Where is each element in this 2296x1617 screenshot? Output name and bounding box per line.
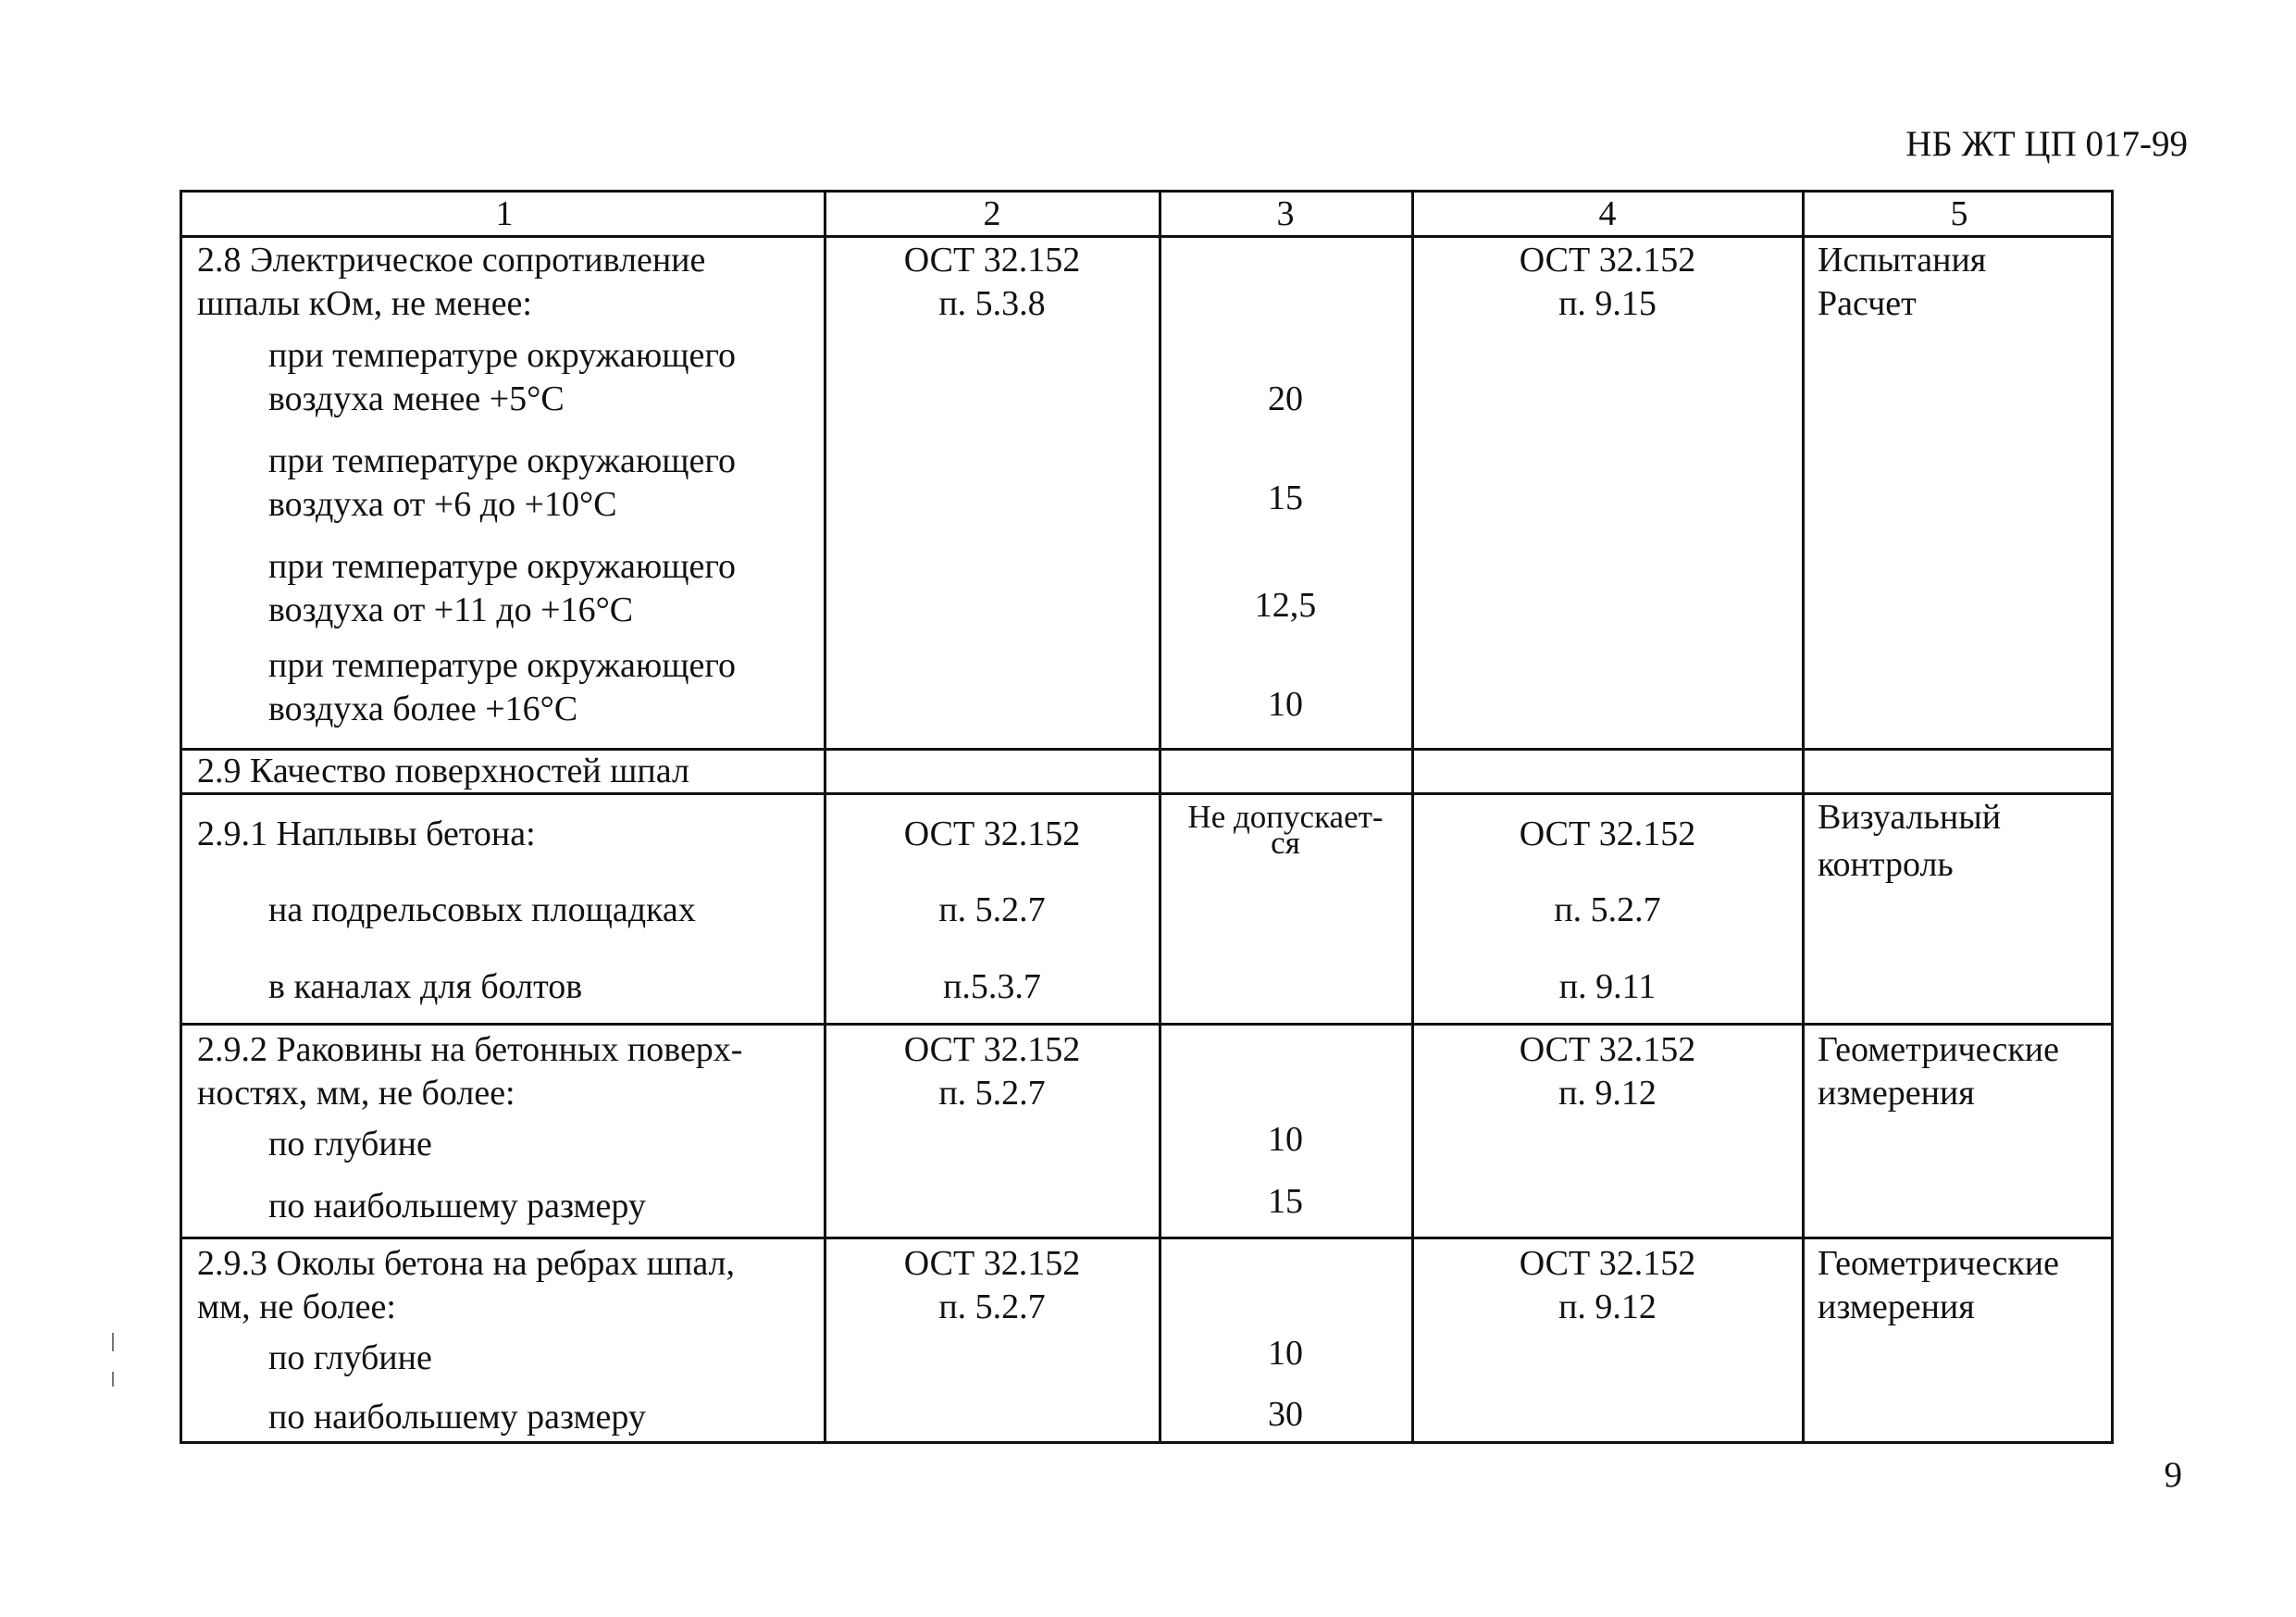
- requirement-value: 12,5: [1254, 586, 1317, 625]
- scan-mark: [112, 1333, 114, 1351]
- condition-label: по наибольшему размеру: [268, 1187, 646, 1225]
- method-clause: п. 9.12: [1558, 1287, 1657, 1326]
- control-type: измерения: [1818, 1287, 1975, 1326]
- requirement-value: ся: [1271, 825, 1300, 861]
- scan-mark: [112, 1372, 114, 1387]
- method-clause: п. 9.12: [1558, 1074, 1657, 1113]
- requirement-value: 10: [1268, 1334, 1303, 1373]
- requirement-value: 20: [1268, 379, 1303, 418]
- reference-clause: п. 5.2.7: [938, 1074, 1046, 1113]
- reference-standard: ОСТ 32.152: [903, 1244, 1081, 1283]
- condition-label: при температуре окружающего: [268, 442, 736, 480]
- method-standard: ОСТ 32.152: [1519, 241, 1696, 280]
- column-divider: [1411, 193, 1414, 1441]
- method-standard: ОСТ 32.152: [1519, 1030, 1696, 1069]
- reference-standard: ОСТ 32.152: [903, 241, 1081, 280]
- method-clause: п. 9.11: [1558, 967, 1657, 1006]
- column-number: 5: [1950, 194, 1968, 233]
- requirement-value: 10: [1268, 1120, 1303, 1159]
- row-divider: [182, 1023, 2111, 1026]
- control-type: контроль: [1818, 845, 1954, 884]
- column-number: 4: [1598, 194, 1617, 233]
- control-type: Расчет: [1818, 284, 1917, 323]
- row-title: 2.8 Электрическое сопротивление: [197, 241, 706, 280]
- control-type: Визуальный: [1818, 798, 2002, 837]
- row-title: 2.9.1 Наплывы бетона:: [197, 815, 536, 853]
- column-number: 1: [495, 194, 514, 233]
- condition-label: при температуре окружающего: [268, 646, 736, 685]
- column-number: 3: [1276, 194, 1295, 233]
- document-code: НБ ЖТ ЦП 017-99: [1905, 124, 2188, 164]
- condition-label: при температуре окружающего: [268, 547, 736, 586]
- method-clause: п. 5.2.7: [1554, 890, 1661, 929]
- row-title: мм, не более:: [197, 1287, 396, 1326]
- row-title: ностях, мм, не более:: [197, 1074, 515, 1113]
- reference-clause: п. 5.2.7: [938, 1287, 1046, 1326]
- condition-label: воздуха от +6 до +10°С: [268, 485, 617, 524]
- reference-clause: п. 5.2.7: [938, 890, 1046, 929]
- section-title: 2.9 Качество поверхностей шпал: [197, 752, 689, 790]
- row-divider: [182, 1237, 2111, 1239]
- method-clause: п. 9.15: [1558, 284, 1657, 323]
- control-type: Геометрические: [1818, 1244, 2059, 1283]
- method-standard: ОСТ 32.152: [1519, 815, 1696, 853]
- reference-standard: ОСТ 32.152: [903, 815, 1081, 853]
- condition-label: при температуре окружающего: [268, 336, 736, 375]
- column-divider: [1802, 193, 1805, 1441]
- row-title: 2.9.2 Раковины на бетонных поверх-: [197, 1030, 743, 1069]
- page-number: 9: [2164, 1455, 2182, 1495]
- column-number: 2: [983, 194, 1001, 233]
- requirement-value: 10: [1268, 685, 1303, 724]
- method-standard: ОСТ 32.152: [1519, 1244, 1696, 1283]
- control-type: Испытания: [1818, 241, 1987, 280]
- condition-label: по глубине: [268, 1338, 432, 1377]
- reference-clause: п. 5.3.8: [938, 284, 1046, 323]
- row-title: 2.9.3 Околы бетона на ребрах шпал,: [197, 1244, 736, 1283]
- control-type: Геометрические: [1818, 1030, 2059, 1069]
- requirement-value: 15: [1268, 479, 1303, 517]
- condition-label: по наибольшему размеру: [268, 1398, 646, 1437]
- row-divider: [182, 235, 2111, 238]
- column-divider: [824, 193, 826, 1441]
- condition-label: на подрельсовых площадках: [268, 890, 696, 929]
- column-divider: [1159, 193, 1161, 1441]
- reference-standard: ОСТ 32.152: [903, 1030, 1081, 1069]
- condition-label: в каналах для болтов: [268, 967, 583, 1006]
- requirement-value: 15: [1268, 1182, 1303, 1221]
- requirements-table: [180, 190, 2114, 1444]
- condition-label: воздуха более +16°С: [268, 690, 578, 728]
- condition-label: воздуха менее +5°С: [268, 379, 565, 418]
- condition-label: по глубине: [268, 1125, 432, 1163]
- row-title: шпалы кОм, не менее:: [197, 284, 532, 323]
- condition-label: воздуха от +11 до +16°С: [268, 591, 634, 629]
- requirement-value: 30: [1268, 1395, 1303, 1434]
- control-type: измерения: [1818, 1074, 1975, 1113]
- reference-clause: п.5.3.7: [943, 967, 1041, 1006]
- requirement-value: Не допускает-: [1187, 799, 1384, 835]
